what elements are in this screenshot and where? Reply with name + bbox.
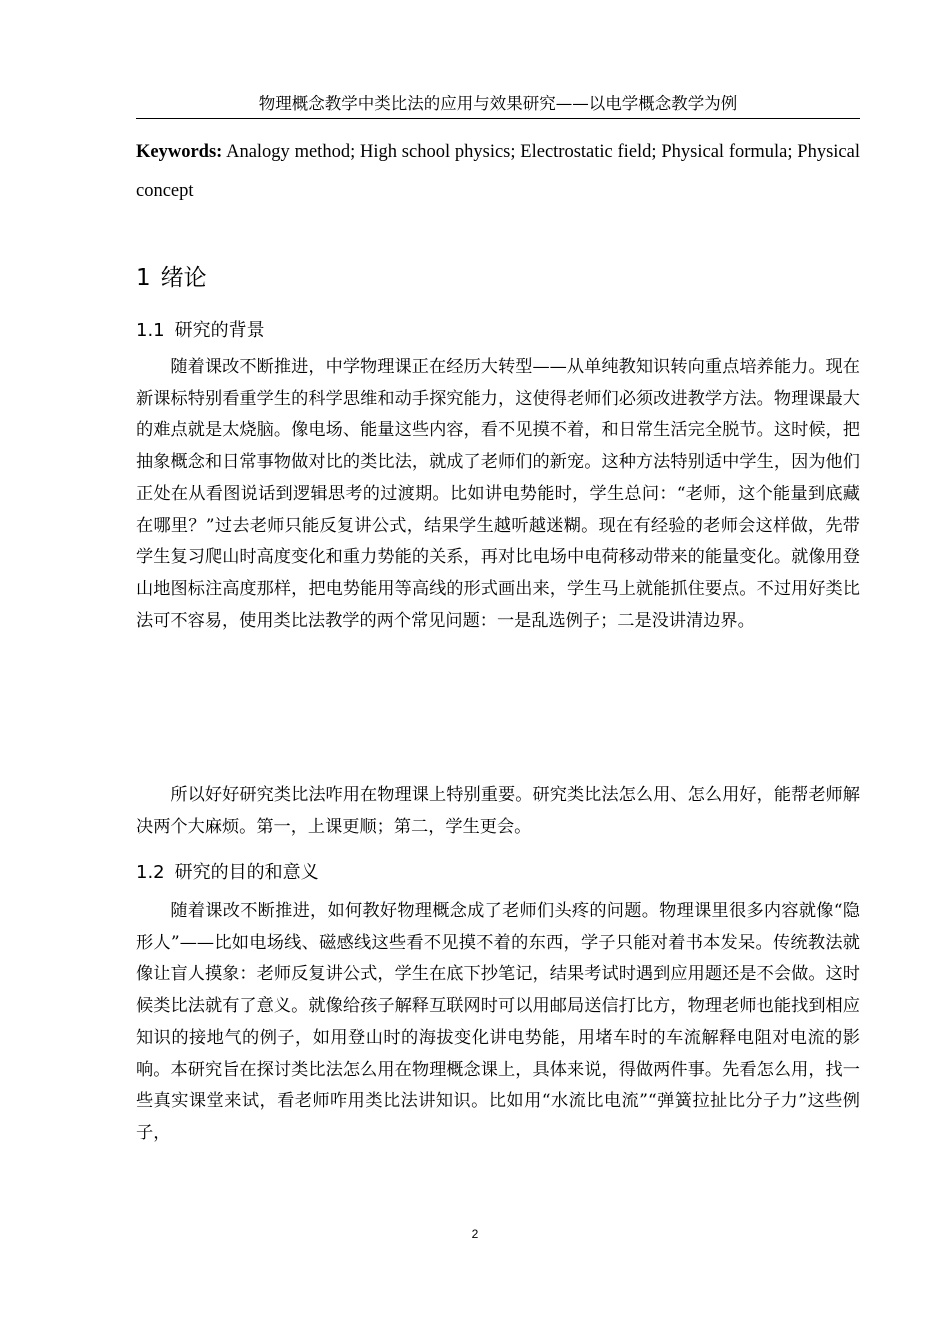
keywords-label: Keywords: <box>136 142 223 162</box>
subsection-heading-1-2 <box>136 858 319 888</box>
subsection-number: 1.1 <box>136 320 165 341</box>
section-number: 1 <box>136 265 151 291</box>
page-number: 2 <box>471 1227 479 1241</box>
section-heading-1 <box>136 258 207 298</box>
paragraph-background-1: 随着课改不断推进，中学物理课正在经历大转型——从单纯教知识转向重点培养能力。现在新课标特别看重学生的科学思维和动手探究能力，这使得老师们必须改进教学方法。物理课最大的难点就是太烧脑。像电场、能量这些内容，看不见摸不着，和日常生活完全脱节。这时候，把抽象概念和日常事物做对比的类比法，就成了老师们的新宠。这种方法特别适中学生，因为他们正处在从看图说话到逻辑思考的过渡期。比如讲电势能时，学生总问：“老师，这个能量到底藏在哪里？”过去老师只能反复讲公式，结果学生越听越迷糊。现在有经验的老师会这样做，先带学生复习爬山时高度变化和重力势能的关系，再对比电场中电荷移动带来的能量变化。就像用登山地图标注高度那样，把电势能用等高线的形式画出来，学生马上就能抓住要点。不过用好类比法可不容易，使用类比法教学的两个常见问题：一是乱选例子；二是没讲清边界。 <box>136 357 860 631</box>
subsection-title: 研究的目的和意义 <box>174 862 319 883</box>
keywords-paragraph <box>136 133 860 211</box>
paragraph-background-2: 所以好好研究类比法咋用在物理课上特别重要。研究类比法怎么用、怎么用好，能帮老师解决两个大麻烦。第一，上课更顺；第二，学生更会。 <box>136 785 860 837</box>
section-title: 绪论 <box>160 265 207 291</box>
header-rule <box>136 118 860 119</box>
subsection-number: 1.2 <box>136 862 165 883</box>
subsection-title: 研究的背景 <box>174 320 265 341</box>
paragraph-purpose-1: 随着课改不断推进，如何教好物理概念成了老师们头疼的问题。物理课里很多内容就像“隐形人”——比如电场线、磁感线这些看不见摸不着的东西，学子只能对着书本发呆。传统教法就像让盲人摸象：老师反复讲公式，学生在底下抄笔记，结果考试时遇到应用题还是不会做。这时候类比法就有了意义。就像给孩子解释互联网时可以用邮局送信打比方，物理老师也能找到相应知识的接地气的例子，如用登山时的海拔变化讲电势能，用堵车时的车流解释电阻对电流的影响。本研究旨在探讨类比法怎么用在物理概念课上，具体来说，得做两件事。先看怎么用，找一些真实课堂来试，看老师咋用类比法讲知识。比如用“水流比电流”“弹簧拉扯比分子力”这些例子， <box>136 901 860 1143</box>
running-header-title: 物理概念教学中类比法的应用与效果研究——以电学概念教学为例 <box>258 94 738 113</box>
subsection-heading-1-1 <box>136 316 265 346</box>
keywords-text: Analogy method; High school physics; Electrostatic field; Physical formula; Physical concept <box>136 142 860 201</box>
